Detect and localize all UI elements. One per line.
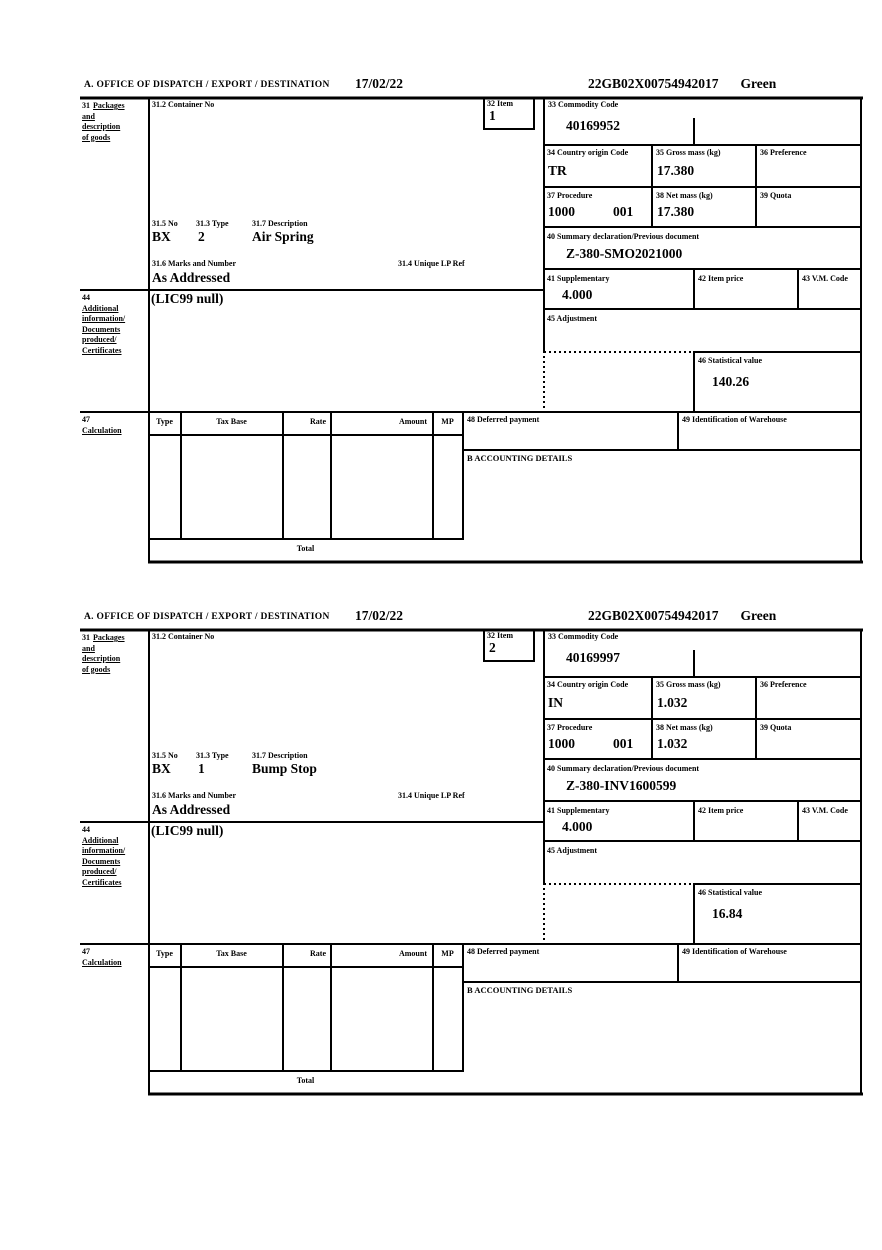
box47-calculation-label: 47 Calculation bbox=[82, 415, 122, 435]
country-origin-label: 34 Country origin Code bbox=[547, 680, 629, 689]
package-no-label: 31.5 No bbox=[152, 751, 178, 760]
sad-form bbox=[0, 75, 882, 567]
previous-document-value: Z-380-INV1600599 bbox=[566, 778, 677, 793]
declaration-date: 17/02/22 bbox=[355, 608, 404, 623]
box44-additional-info-label: 44 Additional information/ Documents produced/ Certificates bbox=[82, 825, 126, 887]
procedure-value-row bbox=[548, 205, 633, 219]
gross-mass-label: 35 Gross mass (kg) bbox=[656, 148, 721, 157]
container-no-label: 31.2 Container No bbox=[152, 632, 215, 641]
adjustment-label: 45 Adjustment bbox=[547, 314, 598, 323]
package-type-value: 1 bbox=[198, 761, 205, 776]
supplementary-label: 41 Supplementary bbox=[547, 274, 610, 283]
col-header-tax-base: Tax Base bbox=[216, 417, 247, 426]
supplementary-label: 41 Supplementary bbox=[547, 806, 610, 815]
goods-description-value: Bump Stop bbox=[252, 761, 317, 776]
statistical-value: 16.84 bbox=[712, 906, 743, 921]
item-number-value: 1 bbox=[489, 108, 496, 123]
net-mass-label: 38 Net mass (kg) bbox=[656, 723, 713, 732]
col-header-mp: MP bbox=[441, 949, 454, 958]
entry-reference: 22GB02X00754942017 bbox=[588, 608, 719, 623]
box31-packages-label: 31 Packages and description of goods bbox=[82, 101, 125, 142]
previous-document-label: 40 Summary declaration/Previous document bbox=[547, 764, 700, 773]
previous-document-value: Z-380-SMO2021000 bbox=[566, 246, 683, 261]
item-label: 32 Item bbox=[487, 631, 513, 640]
procedure-label: 37 Procedure bbox=[547, 723, 593, 732]
office-of-dispatch-header: A. OFFICE OF DISPATCH / EXPORT / DESTINATION bbox=[84, 80, 330, 90]
total-label: Total bbox=[296, 544, 315, 553]
adjustment-label: 45 Adjustment bbox=[547, 846, 598, 855]
box44-additional-info-label: 44 Additional information/ Documents produced/ Certificates bbox=[82, 293, 126, 355]
declaration-date: 17/02/22 bbox=[355, 76, 404, 91]
procedure-label: 37 Procedure bbox=[547, 191, 593, 200]
vm-code-label: 43 V.M. Code bbox=[802, 806, 848, 815]
gross-mass-value: 17.380 bbox=[657, 163, 695, 178]
package-no-value: BX bbox=[152, 761, 171, 776]
procedure-value-row bbox=[548, 737, 633, 751]
country-origin-value: TR bbox=[548, 163, 567, 178]
procedure-code-value: 1000 bbox=[548, 736, 575, 751]
unique-lp-ref-label: 31.4 Unique LP Ref bbox=[398, 259, 465, 268]
deferred-payment-label: 48 Deferred payment bbox=[467, 947, 540, 956]
declaration-reference-row bbox=[588, 608, 776, 624]
container-no-label: 31.2 Container No bbox=[152, 100, 215, 109]
total-label: Total bbox=[296, 1076, 315, 1085]
entry-reference: 22GB02X00754942017 bbox=[588, 76, 719, 91]
preference-label: 36 Preference bbox=[760, 680, 807, 689]
office-of-dispatch-header: A. OFFICE OF DISPATCH / EXPORT / DESTINATION bbox=[84, 612, 330, 622]
marks-and-number-value: As Addressed bbox=[152, 270, 231, 285]
country-origin-label: 34 Country origin Code bbox=[547, 148, 629, 157]
marks-and-number-label: 31.6 Marks and Number bbox=[152, 791, 237, 800]
col-header-amount: Amount bbox=[398, 949, 427, 958]
procedure-extension-value: 001 bbox=[613, 736, 634, 751]
col-header-type: Type bbox=[156, 417, 173, 426]
net-mass-value: 1.032 bbox=[657, 736, 688, 751]
supplementary-value: 4.000 bbox=[562, 819, 593, 834]
unique-lp-ref-label: 31.4 Unique LP Ref bbox=[398, 791, 465, 800]
col-header-type: Type bbox=[156, 949, 173, 958]
item-price-label: 42 Item price bbox=[698, 806, 744, 815]
box47-calculation-label: 47 Calculation bbox=[82, 947, 122, 967]
col-header-rate: Rate bbox=[310, 949, 326, 958]
identification-warehouse-label: 49 Identification of Warehouse bbox=[682, 947, 787, 956]
commodity-code-value: 40169997 bbox=[566, 650, 620, 665]
item-price-label: 42 Item price bbox=[698, 274, 744, 283]
statistical-value-label: 46 Statistical value bbox=[698, 888, 762, 897]
item-number-value: 2 bbox=[489, 640, 496, 655]
form-grid bbox=[0, 607, 882, 1099]
commodity-code-label: 33 Commodity Code bbox=[548, 632, 619, 641]
statistical-value: 140.26 bbox=[712, 374, 750, 389]
col-header-tax-base: Tax Base bbox=[216, 949, 247, 958]
description-label: 31.7 Description bbox=[252, 751, 308, 760]
package-type-label: 31.3 Type bbox=[196, 219, 229, 228]
deferred-payment-label: 48 Deferred payment bbox=[467, 415, 540, 424]
package-type-label: 31.3 Type bbox=[196, 751, 229, 760]
accounting-details-label: B ACCOUNTING DETAILS bbox=[467, 453, 573, 463]
description-label: 31.7 Description bbox=[252, 219, 308, 228]
commodity-code-value: 40169952 bbox=[566, 118, 620, 133]
gross-mass-label: 35 Gross mass (kg) bbox=[656, 680, 721, 689]
previous-document-label: 40 Summary declaration/Previous document bbox=[547, 232, 700, 241]
package-no-label: 31.5 No bbox=[152, 219, 178, 228]
col-header-rate: Rate bbox=[310, 417, 326, 426]
identification-warehouse-label: 49 Identification of Warehouse bbox=[682, 415, 787, 424]
supplementary-value: 4.000 bbox=[562, 287, 593, 302]
marks-and-number-label: 31.6 Marks and Number bbox=[152, 259, 237, 268]
vm-code-label: 43 V.M. Code bbox=[802, 274, 848, 283]
routing-status: Green bbox=[740, 76, 777, 91]
quota-label: 39 Quota bbox=[760, 723, 792, 732]
box31-packages-label: 31 Packages and description of goods bbox=[82, 633, 125, 674]
procedure-code-value: 1000 bbox=[548, 204, 575, 219]
quota-label: 39 Quota bbox=[760, 191, 792, 200]
col-header-amount: Amount bbox=[398, 417, 427, 426]
package-type-value: 2 bbox=[198, 229, 205, 244]
commodity-code-label: 33 Commodity Code bbox=[548, 100, 619, 109]
gross-mass-value: 1.032 bbox=[657, 695, 688, 710]
sad-form bbox=[0, 607, 882, 1099]
country-origin-value: IN bbox=[548, 695, 564, 710]
package-no-value: BX bbox=[152, 229, 171, 244]
procedure-extension-value: 001 bbox=[613, 204, 634, 219]
statistical-value-label: 46 Statistical value bbox=[698, 356, 762, 365]
item-label: 32 Item bbox=[487, 99, 513, 108]
form-grid bbox=[0, 75, 882, 567]
accounting-details-label: B ACCOUNTING DETAILS bbox=[467, 985, 573, 995]
routing-status: Green bbox=[740, 608, 777, 623]
preference-label: 36 Preference bbox=[760, 148, 807, 157]
marks-and-number-value: As Addressed bbox=[152, 802, 231, 817]
net-mass-value: 17.380 bbox=[657, 204, 695, 219]
goods-description-value: Air Spring bbox=[252, 229, 314, 244]
declaration-reference-row bbox=[588, 76, 776, 92]
net-mass-label: 38 Net mass (kg) bbox=[656, 191, 713, 200]
additional-information-value: (LIC99 null) bbox=[151, 291, 224, 306]
col-header-mp: MP bbox=[441, 417, 454, 426]
additional-information-value: (LIC99 null) bbox=[151, 823, 224, 838]
